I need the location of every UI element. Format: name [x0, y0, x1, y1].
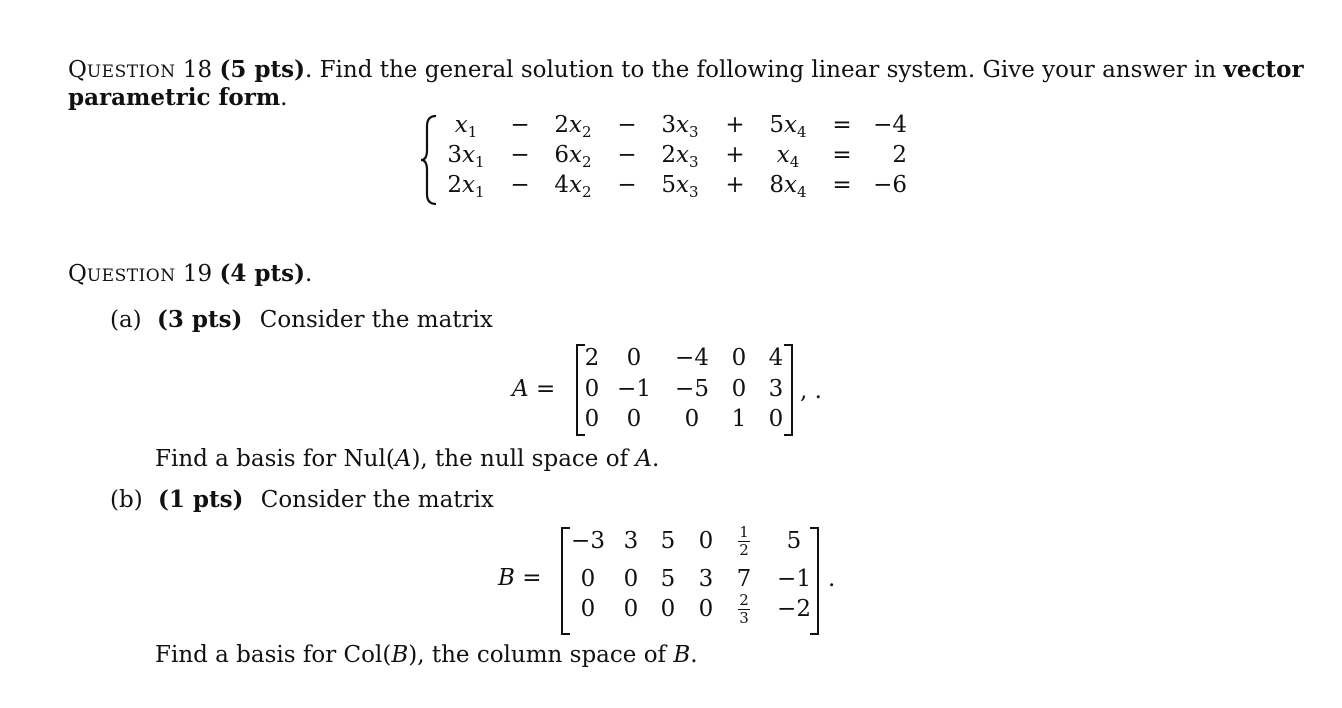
- system-term-r2-c2: $6x_2$: [554, 142, 592, 171]
- matrix-b-cell-r3-c2: 0: [623, 596, 639, 622]
- matrix-b-cell-r3-c5: [736, 593, 752, 626]
- matrix-b-cell-r1-c2: 3: [623, 528, 639, 554]
- matrix-b-cell-r1-c3: 5: [660, 528, 676, 554]
- part-a-label: (a): [110, 307, 142, 333]
- system-term-r1-op1: −: [510, 112, 530, 138]
- q18-heading: [68, 56, 1304, 83]
- q18-period: .: [280, 85, 288, 111]
- matrix-b-cell-r2-c3: 5: [660, 566, 676, 592]
- matrix-a-cell-r3-c4: 1: [731, 406, 747, 432]
- matrix-a-name: A: [512, 376, 529, 402]
- part-b-label: (b): [110, 487, 143, 513]
- part-a-find-text1: Find a basis for Nul(: [155, 446, 395, 472]
- matrix-a-cell-r3-c2: 0: [626, 406, 642, 432]
- part-b-find: [155, 642, 698, 668]
- matrix-b-cell-r3-c1: 0: [580, 596, 596, 622]
- system-term-r2-op2: −: [617, 142, 637, 168]
- part-b-find-var2: B: [673, 642, 691, 668]
- matrix-b-cell-r1-c5-numerator: 1: [739, 523, 749, 541]
- part-a-find-var: A: [394, 446, 412, 472]
- matrix-b-cell-r2-c6: −1: [777, 566, 811, 592]
- system-term-r3-op3: +: [725, 172, 745, 198]
- q18-heading-line2: [68, 84, 287, 111]
- matrix-b-label: [498, 565, 542, 591]
- part-b-find-end: .: [690, 642, 698, 668]
- q19-heading: [68, 260, 312, 287]
- system-term-r1-c1: $x_1$: [454, 112, 478, 141]
- matrix-b-cell-r1-c5: [736, 525, 752, 558]
- system-term-r2-eq: =: [832, 142, 852, 168]
- system-term-r2-c3: $2x_3$: [661, 142, 699, 171]
- system-term-r3-op2: −: [617, 172, 637, 198]
- matrix-a-label: [512, 376, 555, 402]
- system-term-r2-op3: +: [725, 142, 745, 168]
- matrix-b-cell-r1-c6: 5: [786, 528, 802, 554]
- part-a-find-var2: A: [635, 446, 653, 472]
- q19-label-rest: UESTION: [86, 266, 176, 286]
- matrix-b-cell-r2-c1: 0: [580, 566, 596, 592]
- system-term-r3-rhs: −6: [873, 172, 907, 198]
- matrix-a-cell-r1-c4: 0: [731, 345, 747, 371]
- part-b-text: Consider the matrix: [260, 487, 494, 513]
- matrix-b-cell-r3-c3: 0: [660, 596, 676, 622]
- system-term-r1-op2: −: [617, 112, 637, 138]
- matrix-b-cell-r3-c5-denominator: 3: [739, 609, 749, 627]
- part-b-heading: [110, 486, 494, 513]
- matrix-b-cell-r1-c5-denominator: 2: [739, 541, 749, 559]
- matrix-b-cell-r3-c4: 0: [698, 596, 714, 622]
- system-term-r2-op1: −: [510, 142, 530, 168]
- matrix-a-cell-r2-c4: 0: [731, 376, 747, 402]
- matrix-b-cell-r3-c6: −2: [777, 596, 811, 622]
- matrix-a-cell-r2-c3: −5: [675, 376, 709, 402]
- system-term-r2-c1: $3x_1$: [447, 142, 485, 171]
- q18-bold-vector: vector: [1223, 56, 1304, 83]
- q19-period: .: [304, 261, 313, 287]
- system-term-r1-rhs: −4: [873, 112, 907, 138]
- matrix-b-cell-r2-c5: 7: [736, 566, 752, 592]
- matrix-b-name: B: [498, 565, 515, 591]
- matrix-a-cell-r3-c3: 0: [684, 406, 700, 432]
- q18-bold-parametric: parametric form: [68, 84, 281, 111]
- system-term-r2-rhs: 2: [892, 142, 907, 168]
- q18-label-rest: UESTION: [86, 62, 176, 82]
- matrix-a-cell-r1-c5: 4: [768, 345, 784, 371]
- system-term-r1-op3: +: [725, 112, 745, 138]
- matrix-a-trail: , .: [800, 378, 822, 404]
- system-term-r3-c4: $8x_4$: [769, 172, 807, 201]
- matrix-b-cell-r3-c5-numerator: 2: [739, 591, 749, 609]
- q18-number: 18: [182, 57, 213, 83]
- system-term-r1-eq: =: [832, 112, 852, 138]
- system-term-r3-c3: $5x_3$: [661, 172, 699, 201]
- part-b-points: (1 pts): [157, 486, 244, 513]
- q19-number: 19: [182, 261, 213, 287]
- system-term-r1-c3: $3x_3$: [661, 112, 699, 141]
- q19-label-initial: Q: [68, 261, 87, 287]
- q18-prompt: . Find the general solution to the following linear system. Give your answer in: [304, 57, 1217, 83]
- matrix-a-cell-r2-c1: 0: [584, 376, 600, 402]
- system-term-r3-op1: −: [510, 172, 530, 198]
- part-b-find-text2: ), the column space of: [408, 642, 667, 668]
- matrix-b-cell-r2-c4: 3: [698, 566, 714, 592]
- system-term-r3-c1: $2x_1$: [447, 172, 485, 201]
- matrix-a-cell-r1-c2: 0: [626, 345, 642, 371]
- matrix-a-equals: =: [535, 376, 556, 402]
- matrix-a-cell-r3-c5: 0: [768, 406, 784, 432]
- system-term-r3-c2: $4x_2$: [554, 172, 592, 201]
- matrix-b-equals: =: [522, 565, 542, 591]
- system-term-r1-c2: $2x_2$: [554, 112, 592, 141]
- part-a-find-end: .: [652, 446, 660, 472]
- part-a-find-text2: ), the null space of: [411, 446, 629, 472]
- part-a-text: Consider the matrix: [259, 307, 493, 333]
- matrix-a-cell-r1-c3: −4: [675, 345, 709, 371]
- system-term-r1-c4: $5x_4$: [769, 112, 807, 141]
- matrix-b-cell-r2-c2: 0: [623, 566, 639, 592]
- left-brace-icon: [418, 114, 442, 206]
- system-term-r3-eq: =: [832, 172, 852, 198]
- part-b-find-text1: Find a basis for Col(: [155, 642, 392, 668]
- part-a-heading: [110, 306, 493, 333]
- matrix-b-cell-r1-c4: 0: [698, 528, 714, 554]
- system-term-r2-c4: $x_4$: [776, 142, 800, 171]
- matrix-a-cell-r2-c2: −1: [617, 376, 651, 402]
- part-b-find-var: B: [391, 642, 409, 668]
- matrix-b-trail: .: [828, 566, 836, 592]
- matrix-a-cell-r2-c5: 3: [768, 376, 784, 402]
- part-a-find: [155, 446, 659, 472]
- part-a-points: (3 pts): [156, 306, 243, 333]
- matrix-b-cell-r1-c1: −3: [571, 528, 605, 554]
- q18-points: (5 pts): [219, 56, 305, 83]
- q18-label-initial: Q: [68, 57, 87, 83]
- matrix-a-cell-r1-c1: 2: [584, 345, 600, 371]
- q19-points: (4 pts): [219, 260, 305, 287]
- matrix-a-cell-r3-c1: 0: [584, 406, 600, 432]
